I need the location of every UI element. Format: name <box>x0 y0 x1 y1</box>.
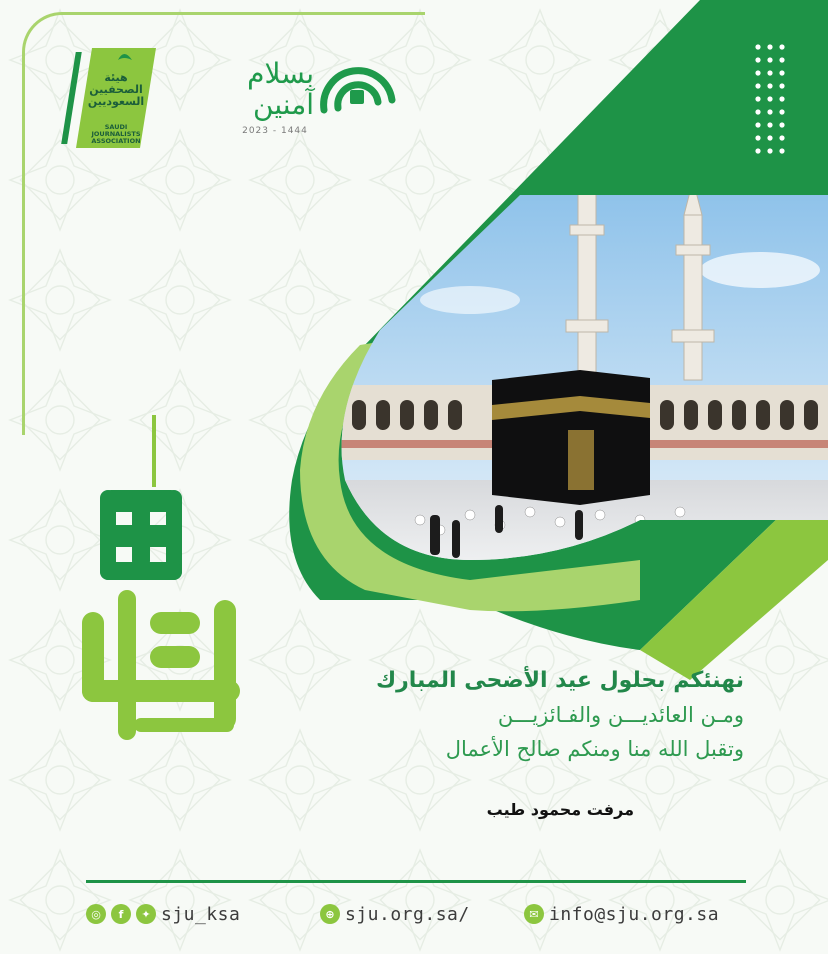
dot-grid <box>755 44 784 153</box>
social-links <box>86 900 240 928</box>
instagram-icon[interactable]: ◎ <box>86 904 106 924</box>
salam-logo-line1: بسلام <box>247 57 314 90</box>
globe-icon: ⊕ <box>320 904 340 924</box>
sju-logo-english: SAUDI JOURNALISTS ASSOCIATION <box>91 123 141 145</box>
footer-contacts <box>86 900 750 928</box>
greeting-line-2: ومـن العائديـــن والفـائزيـــن <box>497 703 744 727</box>
salam-logo-mark <box>324 71 392 110</box>
salam-logo-year: 2023 - 1444 <box>242 126 308 136</box>
eid-mubarak-calligraphy <box>82 490 240 740</box>
sju-logo-text: هيئة الصحفيين السعوديين <box>87 71 145 108</box>
greeting-line-3: وتقبل الله منا ومنكم صالح الأعمال <box>445 737 744 761</box>
website-url[interactable]: sju.org.sa/ <box>345 903 470 925</box>
greeting-message <box>340 664 744 766</box>
salam-logo-line2: آمنين <box>253 88 314 121</box>
author-name: مرفت محمود طيب <box>486 800 634 819</box>
crescent-moon <box>126 348 188 487</box>
email-link <box>524 900 719 928</box>
kaaba-photo <box>330 150 828 580</box>
website-link <box>320 900 470 928</box>
greeting-line-1: نهنئكم بحلول عيد الأضحى المبارك <box>375 668 744 693</box>
mail-icon: ✉ <box>524 904 544 924</box>
social-handle[interactable]: sju_ksa <box>161 903 241 925</box>
facebook-icon[interactable]: f <box>111 904 131 924</box>
email-address[interactable]: info@sju.org.sa <box>549 903 720 925</box>
twitter-icon[interactable]: ✦ <box>136 904 156 924</box>
footer-divider <box>86 880 746 883</box>
